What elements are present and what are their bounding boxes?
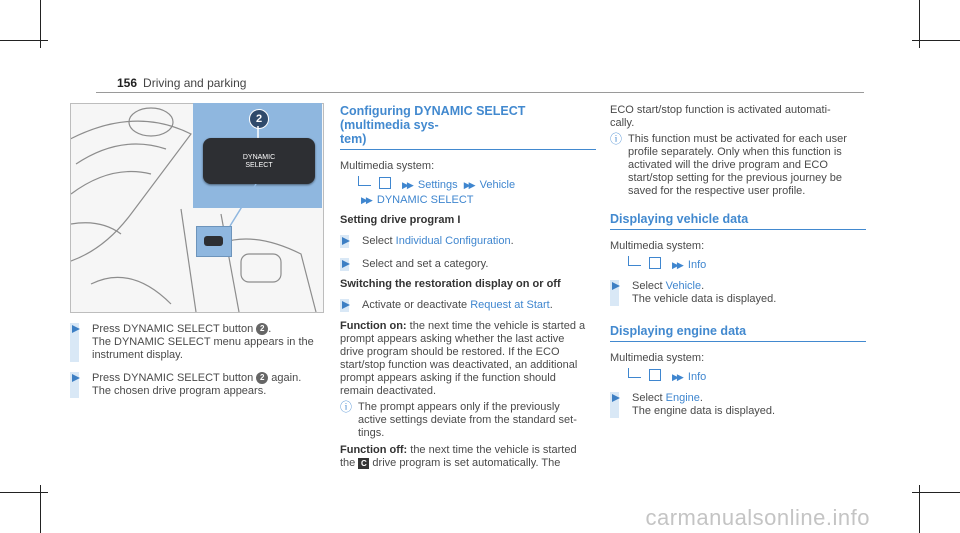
step-text: .: [699, 392, 703, 404]
menu-link: Individual Configuration: [395, 235, 511, 247]
step-arrow-icon: [612, 394, 620, 402]
menu-path: [610, 368, 866, 384]
button-line-1: DYNAMIC: [242, 154, 276, 161]
step-item: [70, 323, 330, 362]
path-vehicle: Vehicle: [479, 179, 516, 191]
note-text: This function must be activated for each user: [628, 133, 847, 145]
note-text: start/stop setting for the previous journey be: [628, 172, 843, 184]
heading-line: Configuring DYNAMIC SELECT (multimedia sys-: [340, 104, 526, 132]
home-icon: [649, 369, 661, 381]
page-header: [117, 76, 246, 90]
chevron-icon: ▶▶: [672, 372, 682, 382]
heading-rule: [340, 149, 596, 150]
note-text: The prompt appears only if the previously: [358, 401, 560, 413]
body-text: drive program should be restored. If the ECO: [340, 346, 560, 358]
section-heading: [340, 104, 596, 146]
step-item: [610, 392, 866, 418]
middle-column: [340, 104, 596, 470]
step-item: [340, 235, 596, 248]
path-dynamic-select: DYNAMIC SELECT: [376, 194, 474, 206]
note-text: active settings deviate from the standard set-: [358, 414, 577, 426]
note: [610, 133, 866, 198]
left-steps: [70, 323, 330, 398]
step-text: .: [268, 323, 272, 335]
body-text: start/stop function was deactivated, an additional: [340, 359, 578, 371]
step-text: The DYNAMIC SELECT menu appears in the: [92, 336, 314, 348]
step-text: The chosen drive program appears.: [92, 385, 267, 397]
step-text: Press DYNAMIC SELECT button: [92, 323, 257, 335]
step-arrow-icon: [72, 325, 80, 333]
corner-arrow-icon: [628, 368, 641, 378]
home-icon: [649, 257, 661, 269]
function-off-label: Function off:: [340, 444, 408, 456]
note-text: saved for the respective user profile.: [628, 185, 806, 197]
menu-link: Request at Start: [470, 299, 550, 311]
step-arrow-icon: [72, 374, 80, 382]
heading-rule: [610, 229, 866, 230]
note-text: tings.: [358, 427, 385, 439]
callout-number: 2: [249, 109, 269, 129]
step-text: Select and set a category.: [362, 258, 489, 270]
watermark: carmanualsonline.info: [645, 505, 870, 530]
drive-program-c-icon: C: [358, 458, 369, 469]
section-heading: Displaying vehicle data: [610, 212, 749, 226]
subheading: Switching the restoration display on or off: [340, 278, 561, 290]
body-text: drive program is set automatically. The: [369, 457, 561, 469]
chevron-icon: ▶▶: [361, 195, 371, 205]
step-text: .: [510, 235, 514, 247]
chevron-icon: ▶▶: [402, 180, 412, 190]
step-arrow-icon: [342, 237, 350, 245]
body-text: the: [340, 457, 359, 469]
heading-rule: [610, 341, 866, 342]
body-text: prompt appears asking if the function should: [340, 372, 556, 384]
note-text: profile separately. Only when this function is: [628, 146, 842, 158]
button-line-2: SELECT: [245, 162, 273, 169]
heading-line: tem): [340, 132, 367, 146]
crop-mark: [912, 492, 960, 493]
function-on-paragraph: [340, 320, 596, 398]
multimedia-label: Multimedia system:: [610, 240, 705, 252]
callout-ref: 2: [256, 323, 268, 335]
multimedia-label: Multimedia system:: [340, 160, 435, 172]
crop-mark: [0, 492, 48, 493]
crop-mark: [912, 40, 960, 41]
step-item: [340, 299, 596, 312]
menu-link: Engine: [665, 392, 700, 404]
button-miniature: [204, 236, 223, 246]
step-text: again.: [268, 372, 302, 384]
step-text: Select: [632, 280, 666, 292]
menu-path: [610, 256, 866, 272]
crop-mark: [0, 40, 48, 41]
note-text: activated will the drive program and ECO: [628, 159, 828, 171]
step-item: [340, 258, 596, 271]
body-text: the next time the vehicle is started: [407, 444, 577, 456]
menu-link: Vehicle: [665, 280, 702, 292]
info-icon: ⓘ: [340, 400, 353, 414]
menu-path-2: [340, 194, 596, 207]
step-text: Select: [362, 235, 396, 247]
right-column: [610, 104, 866, 418]
callout-connector: [228, 184, 258, 228]
home-icon: [379, 177, 391, 189]
callout-ref: 2: [256, 372, 268, 384]
step-arrow-icon: [342, 260, 350, 268]
corner-arrow-icon: [628, 256, 641, 266]
note: [340, 401, 596, 440]
path-settings: Settings: [417, 179, 458, 191]
path-info: Info: [687, 371, 707, 383]
dynamic-select-button: [203, 138, 315, 184]
info-icon: ⓘ: [610, 132, 623, 146]
subheading: Setting drive program I: [340, 214, 461, 226]
path-info: Info: [687, 259, 707, 271]
step-text: .: [701, 280, 705, 292]
chevron-icon: ▶▶: [463, 180, 474, 190]
chevron-icon: ▶▶: [672, 260, 682, 270]
step-text: The engine data is displayed.: [632, 405, 776, 417]
step-text: .: [549, 299, 553, 311]
function-on-label: Function on:: [340, 320, 407, 332]
button-location-callout: [196, 226, 232, 257]
menu-path: [340, 176, 596, 192]
body-text: ECO start/stop function is activated automati-: [610, 104, 831, 116]
header-rule: [96, 92, 864, 93]
body-text: cally.: [610, 117, 635, 129]
step-text: Select: [632, 392, 666, 404]
step-item: [70, 372, 330, 398]
section-title: Driving and parking: [143, 76, 247, 90]
multimedia-label: Multimedia system:: [610, 352, 705, 364]
step-text: instrument display.: [92, 349, 183, 361]
page-number: 156: [117, 76, 138, 90]
step-item: [610, 280, 866, 306]
function-off-paragraph: [340, 444, 596, 470]
step-arrow-icon: [612, 282, 620, 290]
section-heading: Displaying engine data: [610, 324, 747, 338]
step-text: Activate or deactivate: [362, 299, 471, 311]
body-text: prompt appears asking whether the last active: [340, 333, 565, 345]
body-text: the next time the vehicle is started a: [406, 320, 586, 332]
body-text: remain deactivated.: [340, 385, 436, 397]
step-text: Press DYNAMIC SELECT button: [92, 372, 257, 384]
corner-arrow-icon: [358, 176, 371, 186]
step-arrow-icon: [342, 301, 350, 309]
step-text: The vehicle data is displayed.: [632, 293, 777, 305]
